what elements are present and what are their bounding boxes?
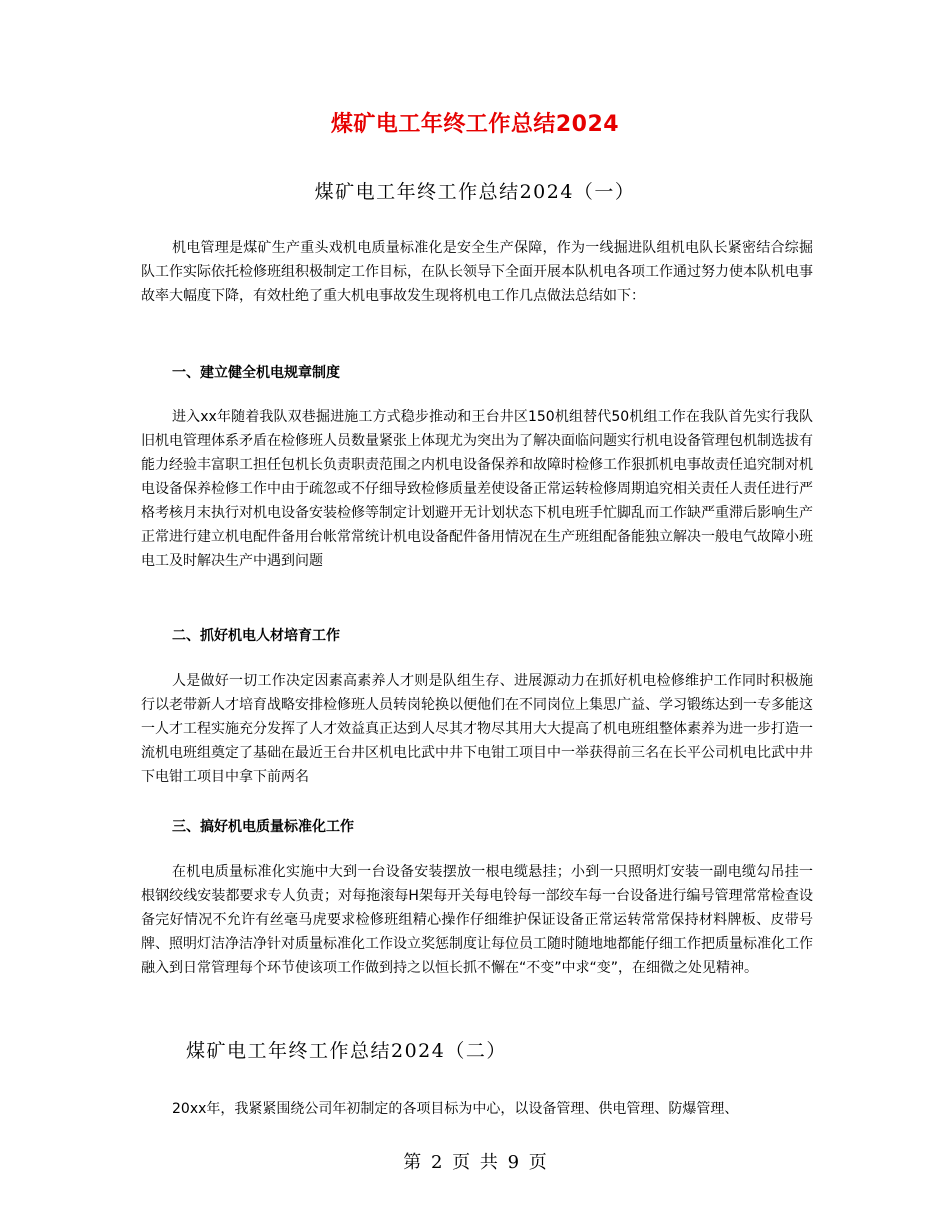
part-two-title: 煤矿电工年终工作总结2024（二） [186, 1040, 507, 1062]
section-two-heading: 二、抓好机电人材培育工作 [172, 628, 340, 644]
intro-paragraph: 机电管理是煤矿生产重头戏机电质量标准化是安全生产保障，作为一线掘进队组机电队长紧密结合综掘队工作实际依托检修班组积极制定工作目标，在队长领导下全面开展本队机电各项工作通过努力使本队机电事故率大幅度下降，有效杜绝了重大机电事故发生现将机电工作几点做法总结如下： [141, 240, 813, 304]
part-two-body: 20xx年，我紧紧围绕公司年初制定的各项目标为中心，以设备管理、供电管理、防爆管理、 [172, 1101, 739, 1117]
section-three-body: 在机电质量标准化实施中大到一台设备安装摆放一根电缆悬挂；小到一只照明灯安装一副电缆勾吊挂一根钢绞线安装都要求专人负责；对每拖滚每H架每开关每电铃每一部绞车每一台设备进行编号管理常常检查设备完好情况不允许有丝毫马虎要求检修班组精心操作仔细维护保证设备正常运转常常保持材料牌板、皮带号牌、照明灯洁净洁净针对质量标准化工作设立奖惩制度让每位员工随时随地地都能仔细工作把质量标准化工作融入到日常管理每个环节使该项工作做到持之以恒长抓不懈在“不变”中求“变”，在细微之处见精神。 [141, 864, 813, 976]
page-number-footer: 第 2 页 共 9 页 [403, 1152, 547, 1173]
part-one-title: 煤矿电工年终工作总结2024（一） [314, 181, 636, 203]
section-one-heading: 一、建立健全机电规章制度 [172, 365, 340, 381]
section-one-body: 进入xx年随着我队双巷掘进施工方式稳步推动和王台井区150机组替代50机组工作在我队首先实行我队旧机电管理体系矛盾在检修班人员数量紧张上体现尤为突出为了解决面临问题实行机电设备管理包机制选拔有能力经验丰富职工担任包机长负责职责范围之内机电设备保养和故障时检修工作狠抓机电事故责任追究制对机电设备保养检修工作中由于疏忽或不仔细导致检修质量差使设备正常运转检修周期追究相关责任人责任进行严格考核月末执行对机电设备安装检修等制定计划避开无计划状态下机电班手忙脚乱而工作缺严重滞后影响生产正常进行建立机电配件备用台帐常常统计机电设备配件备用情况在生产班组配备能独立解决一般电气故障小班电工及时解决生产中遇到问题 [141, 409, 813, 569]
document-title: 煤矿电工年终工作总结2024 [330, 112, 620, 137]
section-two-body: 人是做好一切工作决定因素高素养人才则是队组生存、进展源动力在抓好机电检修维护工作同时积极施行以老带新人才培育战略安排检修班人员转岗轮换以便他们在不同岗位上集思广益、学习锻练达到一专多能这一人才工程实施充分发挥了人才效益真正达到人尽其才物尽其用大大提高了机电班组整体素养为进一步打造一流机电班组奠定了基础在最近王台井区机电比武中井下电钳工项目中一举获得前三名在长平公司机电比武中井下电钳工项目中拿下前两名 [141, 673, 813, 785]
section-three-heading: 三、搞好机电质量标准化工作 [172, 819, 354, 835]
